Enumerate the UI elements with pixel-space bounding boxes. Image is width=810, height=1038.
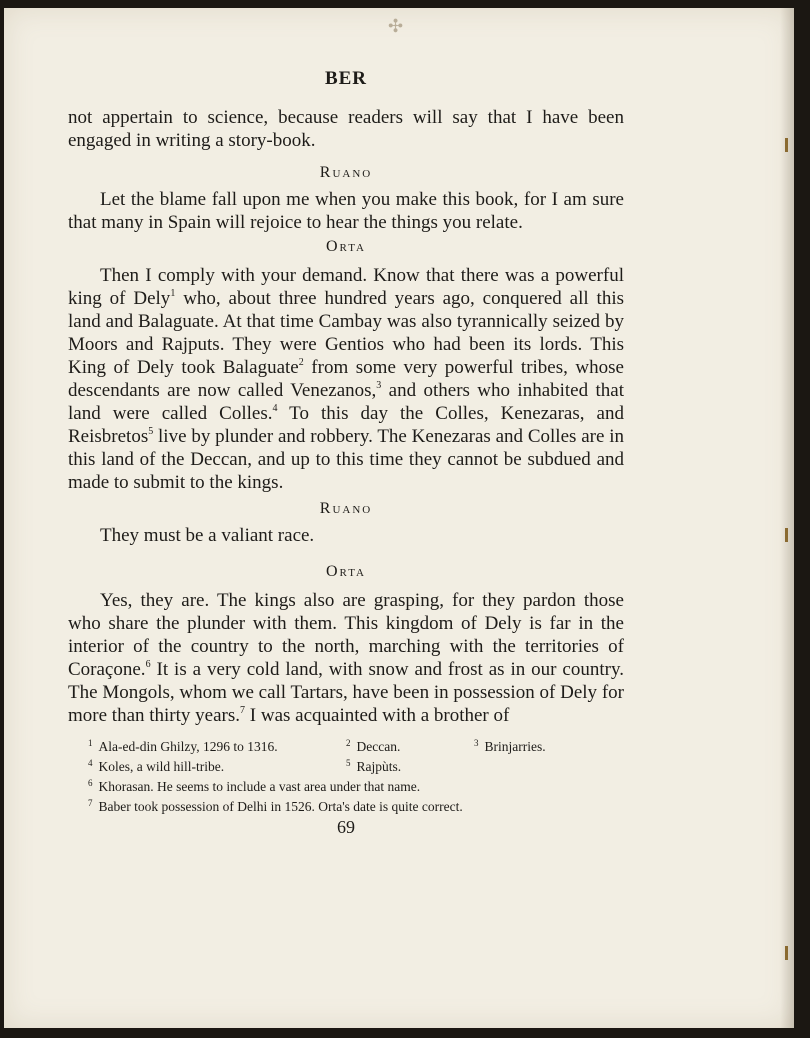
footnote-text: Koles, a wild hill-tribe. — [98, 759, 225, 774]
speaker-label: Orta — [325, 238, 366, 255]
footnote-number: 2 — [346, 738, 351, 748]
text-span: live by plunder and robbery. The Kenezaras and Colles are in this land of the Deccan, and up to this time they cannot be subdued and made to submit to the kings. — [68, 426, 624, 493]
text-span: I was acquainted with a brother of — [245, 705, 510, 726]
footnote-number: 1 — [88, 738, 93, 748]
footnote-row — [88, 735, 624, 755]
text-span: who, about three hundred years ago, conquered all this land and Balaguate. At that time Cambay was also tyrannically seized by Moors and Rajputs. They were Gentios who had been its lords. This King of Dely took Balaguate — [68, 288, 624, 378]
edge-mark — [785, 138, 788, 152]
footnote-number: 7 — [88, 798, 93, 808]
text-span: from some very powerful tribes, whose descendants are now called Venezanos, — [68, 357, 624, 401]
running-head: BER — [324, 68, 368, 89]
footnote — [88, 735, 346, 755]
paragraph-1: not appertain to science, because readers will say that I have been engaged in writing a story-book. — [68, 107, 624, 151]
page-text — [68, 68, 624, 838]
footnote-ref: 3 — [376, 380, 382, 391]
footnote-text: Rajpùts. — [356, 759, 402, 774]
footnote — [88, 775, 420, 795]
footnote-text: Baber took possession of Delhi in 1526. Orta's date is quite correct. — [98, 799, 463, 814]
text-span: Then I comply with your demand. Know that there was a powerful king of Dely — [68, 265, 624, 309]
footnote-row — [88, 795, 624, 815]
edge-mark — [785, 946, 788, 960]
footnote-number: 4 — [88, 758, 93, 768]
book-page — [4, 8, 794, 1028]
footnote-ref: 6 — [145, 659, 151, 670]
footnote-text: Khorasan. He seems to include a vast area under that name. — [98, 779, 421, 794]
text-span: and others who inhabited that land were called Colles. — [68, 380, 624, 424]
footnote-row — [88, 755, 624, 775]
printer-ornament-icon: ✣ — [388, 16, 404, 36]
footnote — [88, 755, 346, 775]
footnote-ref: 5 — [148, 426, 154, 437]
paragraph-5 — [68, 589, 624, 727]
paragraph-2: Let the blame fall upon me when you make this book, for I am sure that many in Spain will rejoice to hear the things you relate. — [68, 189, 624, 233]
footnote-ref: 2 — [298, 357, 304, 368]
page-number: 69 — [337, 817, 355, 837]
footnote-number: 3 — [474, 738, 479, 748]
paragraph-4: They must be a valiant race. — [100, 525, 315, 546]
footnote-text: Ala-ed-din Ghilzy, 1296 to 1316. — [98, 739, 278, 754]
footnote-ref: 1 — [170, 288, 176, 299]
footnote — [346, 755, 474, 775]
speaker-label: Ruano — [319, 500, 373, 517]
footnote — [346, 735, 474, 755]
footnote-ref: 7 — [240, 705, 246, 716]
edge-mark — [785, 528, 788, 542]
speaker-label: Ruano — [319, 164, 373, 181]
speaker-label: Orta — [325, 563, 366, 580]
footnote-text: Deccan. — [356, 739, 401, 754]
paragraph-3 — [68, 264, 624, 494]
text-span: Yes, they are. The kings also are grasping, for they pardon those who share the plunder with them. This kingdom of Dely is far in the interior of the country to the north, marching with the territories of Coraçone. — [68, 590, 624, 680]
footnote-number: 6 — [88, 778, 93, 788]
footnote — [88, 795, 463, 815]
footnote-row — [88, 775, 624, 795]
footnote-text: Brinjarries. — [484, 739, 546, 754]
footnote-ref: 4 — [272, 403, 278, 414]
footnote — [474, 735, 604, 755]
page-spine-shadow — [780, 8, 794, 1028]
text-span: It is a very cold land, with snow and frost as in our country. The Mongols, whom we call Tartars, have been in possession of Dely for more than thirty years. — [68, 659, 624, 726]
footnote-number: 5 — [346, 758, 351, 768]
text-span: To this day the Colles, Kenezaras, and Reisbretos — [68, 403, 624, 447]
footnotes — [68, 735, 624, 815]
